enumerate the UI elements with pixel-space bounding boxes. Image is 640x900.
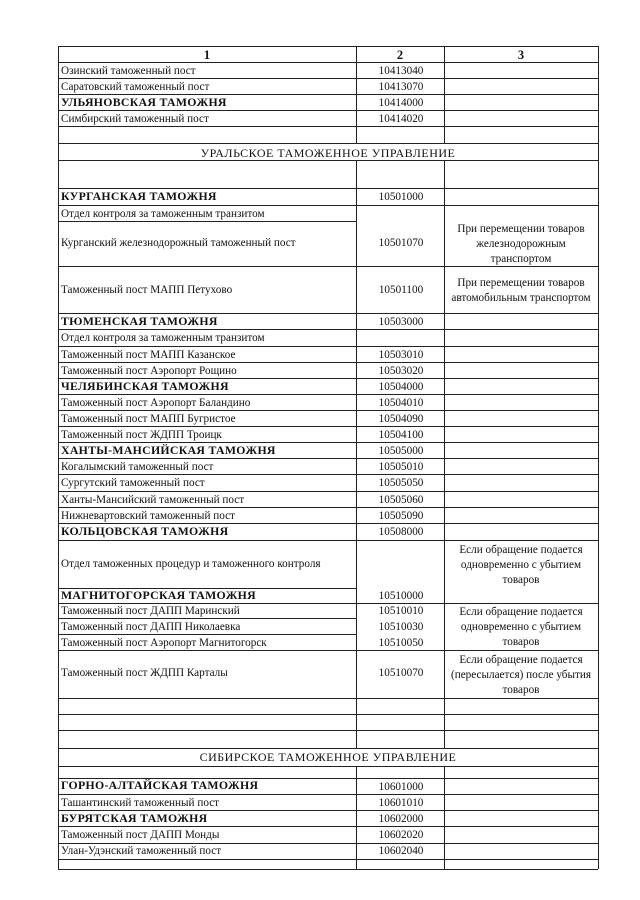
row-line [58,650,598,651]
customs-name: КОЛЬЦОВСКАЯ ТАМОЖНЯ [61,524,229,538]
post-name: Таможенный пост МАПП Казанское [61,349,236,361]
post-name: Нижневартовский таможенный пост [61,510,235,522]
row-line [58,329,598,330]
row-line [58,794,598,795]
table-border-right [598,46,599,869]
post-name: Курганский железнодорожный таможенный пост [61,237,296,249]
condition-note: Если обращение подается (пересылается) после убытия товаров [450,654,592,696]
column-header-1: 1 [203,48,211,62]
customs-name: КУРГАНСКАЯ ТАМОЖНЯ [61,189,217,203]
customs-code: 10505000 [378,445,424,457]
row-line [58,110,598,111]
post-code: 10510030 [378,621,424,633]
post-code: 10505060 [378,494,424,506]
customs-name: БУРЯТСКАЯ ТАМОЖНЯ [61,811,208,825]
department-name: Отдел таможенных процедур и таможенного контроля [61,558,321,570]
post-name: Таможенный пост ДАПП Монды [61,829,220,841]
post-name: Таможенный пост Аэропорт Рощино [61,365,237,377]
column-header-3: 3 [517,48,525,62]
post-name: Саратовский таможенный пост [61,81,210,93]
customs-code: 10501000 [378,191,424,203]
customs-code: 10414000 [378,97,424,109]
row-line [58,859,598,860]
column-divider-2 [444,160,445,748]
row-line [58,507,598,508]
row-line [58,46,598,47]
section-title-ural: УРАЛЬСКОЕ ТАМОЖЕННОЕ УПРАВЛЕНИЕ [200,146,456,160]
customs-name: ХАНТЫ-МАНСИЙСКАЯ ТАМОЖНЯ [61,443,276,457]
post-code: 10602020 [378,829,424,841]
row-line [58,843,598,844]
customs-code: 10601000 [378,781,424,793]
row-line [58,126,598,127]
row-line [58,362,598,363]
row-line [58,491,598,492]
row-line [58,766,598,767]
post-name: Улан-Удэнский таможенный пост [61,845,222,857]
post-name: Таможенный пост ДАПП Маринский [61,605,240,617]
row-line [58,869,598,870]
row-line [58,62,598,63]
post-code: 10503010 [378,349,424,361]
row-line [58,410,598,411]
customs-name: ТЮМЕНСКАЯ ТАМОЖНЯ [61,314,218,328]
post-code: 10504090 [378,413,424,425]
condition-note: Если обращение подается одновременно с убытием товаров [459,606,583,648]
row-line [58,730,598,731]
row-line [58,474,598,475]
column-header-2: 2 [396,48,404,62]
customs-name: УЛЬЯНОВСКАЯ ТАМОЖНЯ [61,95,227,109]
post-code: 10602040 [378,845,424,857]
customs-code: 10504000 [378,381,424,393]
row-line [58,346,598,347]
post-name: Озинский таможенный пост [61,65,196,77]
post-code: 10503020 [378,365,424,377]
row-line [58,394,598,395]
post-name: Таможенный пост Аэропорт Баландино [61,397,251,409]
row-line [58,714,598,715]
row-line [58,540,598,541]
row-line [58,826,598,827]
customs-code: 10510000 [378,590,424,602]
customs-code: 10602000 [378,813,424,825]
post-code: 10504100 [378,429,424,441]
post-code: 10510050 [378,637,424,649]
post-code: 10505090 [378,510,424,522]
post-code: 10510070 [378,667,424,679]
condition-note: Если обращение подается одновременно с убытием товаров [459,544,583,586]
post-code: 10601010 [378,797,424,809]
row-line [58,143,598,144]
customs-code: 10503000 [378,316,424,328]
customs-name: ГОРНО-АЛТАЙСКАЯ ТАМОЖНЯ [61,778,259,792]
post-code: 10505050 [378,477,424,489]
row-line [58,748,598,749]
department-name: Отдел контроля за таможенным транзитом [61,208,265,220]
post-code: 10501070 [378,237,424,249]
post-code: 10414020 [378,113,424,125]
column-divider-1 [356,160,357,748]
transport-note: При перемещении товаров железнодорожным транспортом [457,223,585,265]
transport-note: При перемещении товаров автомобильным транспортом [451,277,591,304]
post-name: Таможенный пост ДАПП Николаевка [61,621,241,633]
row-line [58,634,356,635]
post-name: Ханты-Мансийский таможенный пост [61,494,245,506]
post-name: Таможенный пост ЖДПП Карталы [61,667,228,679]
post-code: 10510010 [378,605,424,617]
department-name: Отдел контроля за таможенным транзитом [61,332,265,344]
post-name: Сургутский таможенный пост [61,477,205,489]
row-line [58,78,598,79]
post-name: Симбирский таможенный пост [61,113,209,125]
post-name: Таможенный пост МАПП Бугристое [61,413,236,425]
post-code: 10505010 [378,461,424,473]
post-code: 10501100 [378,284,424,296]
column-divider-1 [356,766,357,869]
post-name: Ташантинский таможенный пост [61,797,220,809]
post-code: 10504010 [378,397,424,409]
row-line [58,221,356,222]
post-code: 10413070 [378,81,424,93]
row-line [58,618,356,619]
section-title-siberia: СИБИРСКОЕ ТАМОЖЕННОЕ УПРАВЛЕНИЕ [199,750,457,764]
row-line [58,205,598,206]
post-name: Таможенный пост МАПП Петухово [61,284,233,296]
post-code: 10413040 [378,65,424,77]
post-name: Таможенный пост ЖДПП Троицк [61,429,222,441]
row-line [58,603,598,604]
post-name: Таможенный пост Аэропорт Магнитогорск [61,637,267,649]
row-line [58,458,598,459]
row-line [58,698,598,699]
customs-code: 10508000 [378,526,424,538]
post-name: Когалымский таможенный пост [61,461,214,473]
row-line [58,426,598,427]
customs-name: ЧЕЛЯБИНСКАЯ ТАМОЖНЯ [61,379,229,393]
column-divider-2 [444,766,445,869]
customs-name: МАГНИТОГОРСКАЯ ТАМОЖНЯ [61,588,256,602]
